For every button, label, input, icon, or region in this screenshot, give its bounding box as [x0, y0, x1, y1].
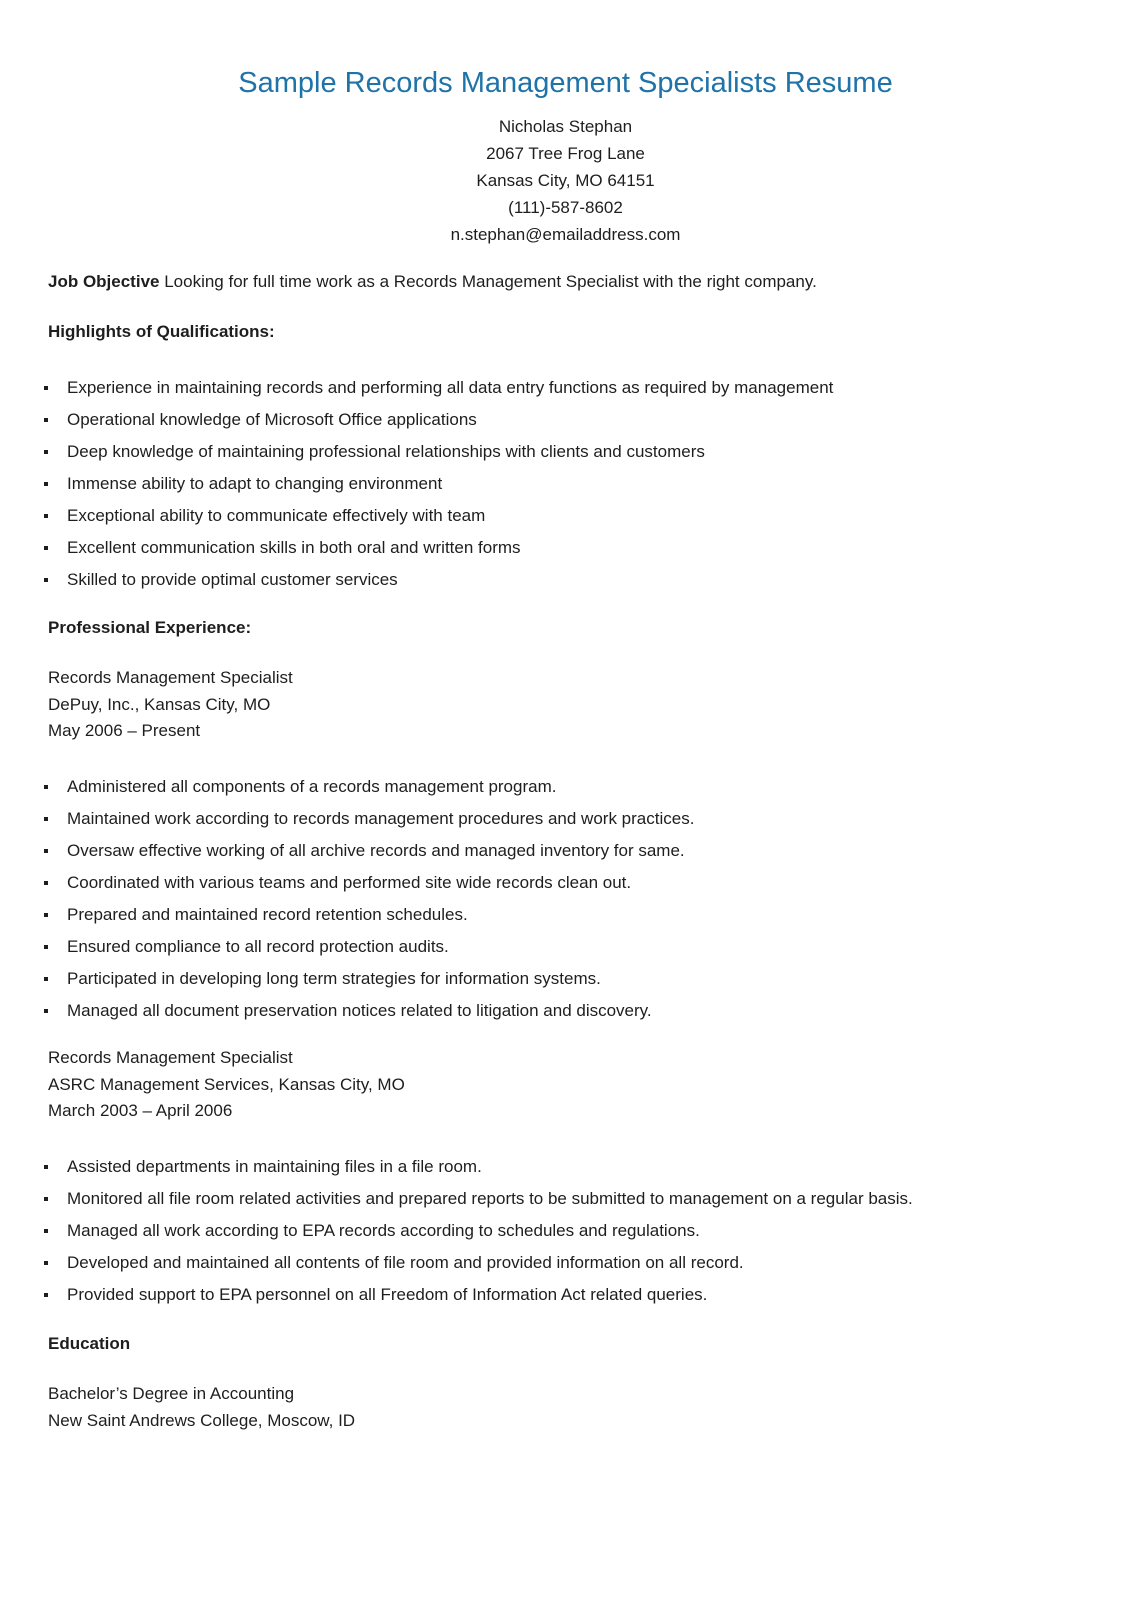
list-item — [44, 999, 694, 1031]
list-item-text: Maintained work according to records management procedures and work practices. — [67, 809, 695, 828]
job-objective — [48, 270, 817, 294]
list-item — [44, 440, 833, 472]
bullet-icon — [44, 418, 48, 422]
contact-phone: (111)-587-8602 — [508, 198, 623, 217]
job-company: ASRC Management Services, Kansas City, MO — [48, 1074, 405, 1094]
bullet-icon — [44, 386, 48, 390]
list-item-text: Exceptional ability to communicate effectively with team — [67, 506, 486, 525]
bullet-icon — [44, 450, 48, 454]
bullet-icon — [44, 1197, 48, 1201]
highlights-list — [44, 376, 833, 600]
list-item-text: Monitored all file room related activities and prepared reports to be submitted to management on a regular basis. — [67, 1189, 913, 1208]
list-item-text: Skilled to provide optimal customer services — [67, 570, 398, 589]
contact-city: Kansas City, MO 64151 — [476, 171, 655, 190]
job-company: DePuy, Inc., Kansas City, MO — [48, 694, 271, 714]
list-item — [44, 839, 694, 871]
list-item — [44, 903, 694, 935]
list-item — [44, 775, 694, 807]
job-dates: March 2003 – April 2006 — [48, 1101, 233, 1120]
list-item-text: Developed and maintained all contents of file room and provided information on all record. — [67, 1253, 744, 1272]
job-title: Records Management Specialist — [48, 668, 293, 687]
list-item — [44, 935, 694, 967]
list-item-text: Administered all components of a records management program. — [67, 777, 557, 796]
job-objective-label: Job Objective — [48, 272, 160, 291]
list-item-text: Operational knowledge of Microsoft Office applications — [67, 410, 477, 429]
list-item — [44, 807, 694, 839]
bullet-icon — [44, 913, 48, 917]
education-degree: Bachelor’s Degree in Accounting — [48, 1384, 295, 1403]
education-block — [48, 1382, 355, 1435]
bullet-icon — [44, 482, 48, 486]
job-header — [48, 666, 293, 746]
bullet-icon — [44, 1293, 48, 1297]
list-item-text: Managed all work according to EPA records according to schedules and regulations. — [67, 1221, 700, 1240]
list-item — [44, 1187, 913, 1219]
job-title: Records Management Specialist — [48, 1048, 293, 1067]
bullet-icon — [44, 546, 48, 550]
list-item-text: Oversaw effective working of all archive records and managed inventory for same. — [67, 841, 685, 860]
list-item-text: Coordinated with various teams and performed site wide records clean out. — [67, 873, 632, 892]
list-item-text: Excellent communication skills in both oral and written forms — [67, 538, 521, 557]
list-item — [44, 536, 833, 568]
bullet-icon — [44, 849, 48, 853]
bullet-icon — [44, 1261, 48, 1265]
education-school: New Saint Andrews College, Moscow, ID — [48, 1410, 356, 1430]
education-heading: Education — [48, 1334, 131, 1353]
job-dates: May 2006 – Present — [48, 721, 201, 740]
bullet-icon — [44, 881, 48, 885]
list-item — [44, 871, 694, 903]
list-item-text: Assisted departments in maintaining files in a file room. — [67, 1157, 482, 1176]
list-item — [44, 967, 694, 999]
list-item — [44, 376, 833, 408]
list-item-text: Participated in developing long term strategies for information systems. — [67, 969, 601, 988]
list-item — [44, 1219, 913, 1251]
list-item — [44, 504, 833, 536]
page-title: Sample Records Management Specialists Resume — [238, 67, 893, 99]
contact-email: n.stephan@emailaddress.com — [450, 225, 681, 244]
bullet-icon — [44, 945, 48, 949]
contact-block — [0, 113, 1131, 248]
list-item-text: Provided support to EPA personnel on all Freedom of Information Act related queries. — [67, 1285, 708, 1304]
contact-street: 2067 Tree Frog Lane — [486, 144, 645, 163]
job-header — [48, 1046, 405, 1126]
list-item — [44, 1155, 913, 1187]
bullet-icon — [44, 1229, 48, 1233]
list-item-text: Deep knowledge of maintaining professional relationships with clients and customers — [67, 442, 705, 461]
list-item-text: Immense ability to adapt to changing environment — [67, 474, 443, 493]
bullet-icon — [44, 817, 48, 821]
bullet-icon — [44, 785, 48, 789]
list-item — [44, 472, 833, 504]
list-item-text: Ensured compliance to all record protection audits. — [67, 937, 449, 956]
job-objective-text: Looking for full time work as a Records Management Specialist with the right company. — [159, 272, 817, 291]
experience-heading: Professional Experience: — [48, 618, 252, 637]
job-duties-list — [44, 775, 694, 1031]
bullet-icon — [44, 1009, 48, 1013]
bullet-icon — [44, 578, 48, 582]
list-item — [44, 1283, 913, 1315]
bullet-icon — [44, 514, 48, 518]
bullet-icon — [44, 1165, 48, 1169]
list-item — [44, 1251, 913, 1283]
list-item-text: Prepared and maintained record retention schedules. — [67, 905, 468, 924]
job-duties-list — [44, 1155, 913, 1315]
list-item — [44, 408, 833, 440]
list-item-text: Experience in maintaining records and performing all data entry functions as required by management — [67, 378, 834, 397]
list-item — [44, 568, 833, 600]
bullet-icon — [44, 977, 48, 981]
contact-name: Nicholas Stephan — [498, 117, 633, 136]
list-item-text: Managed all document preservation notices related to litigation and discovery. — [67, 1001, 652, 1020]
highlights-heading: Highlights of Qualifications: — [48, 322, 275, 341]
